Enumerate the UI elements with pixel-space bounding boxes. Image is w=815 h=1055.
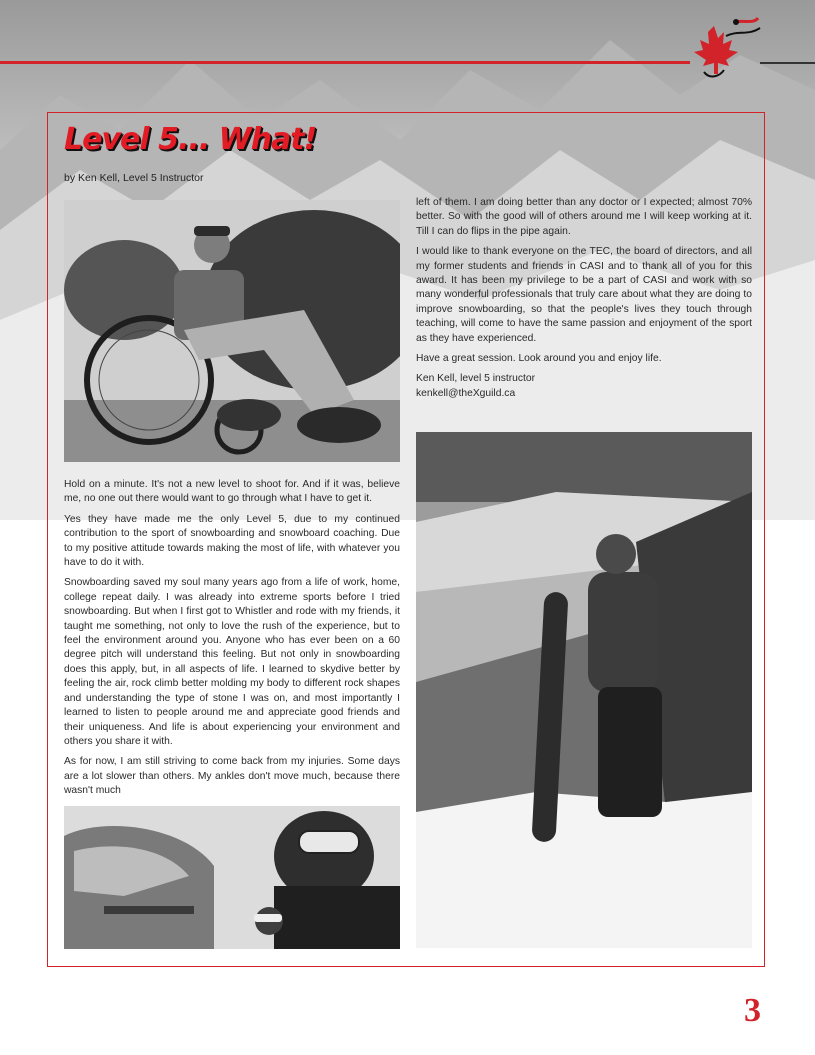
paragraph: Yes they have made me the only Level 5, due to my continued contribution to the sport of snowboarding and snowboard coaching. Due to my positive attitude towards making the most of life, with whatever you have to do it with. — [64, 513, 400, 569]
maple-leaf-logo-icon — [674, 14, 766, 84]
article-title: Level 5... What! — [64, 122, 317, 157]
paragraph: Hold on a minute. It's not a new level to shoot for. And if it was, believe me, no one out there would want to go through what I have to get it. — [64, 479, 400, 505]
signature-name: Ken Kell, level 5 instructor — [416, 373, 536, 385]
helicopter-photo — [64, 806, 400, 949]
paragraph: As for now, I am still striving to come back from my injuries. Some days are a lot slower than others. My ankles don't move much, because there wasn't much — [64, 756, 400, 797]
paragraph: Have a great session. Look around you and enjoy life. — [416, 353, 662, 365]
wheelchair-photo — [64, 200, 400, 462]
article-right-column — [416, 196, 752, 401]
paragraph: Snowboarding saved my soul many years ago from a life of work, home, college repeat daily. I was already into extreme sports before I tried snowboarding. But when I first got to Whistler and rode with my friends, it taught me something, not only to love the rush of the experience, but to feel the environment around you. Anyone who has ever been on a 60 degree pitch will understand this feeling. But not only in snowboarding does this apply, but, in all aspects of life. I learned to skydive better by feeling the air, rock climb better molding my body to different rock shapes and understanding the type of stone I was on, and most importantly I learned to listen to people around me and appreciate good friends and their uniqueness. And life is about experiencing your environment and others you share it with. — [64, 577, 400, 747]
article-byline: by Ken Kell, Level 5 Instructor — [64, 172, 204, 184]
snowboarder-photo — [416, 432, 752, 948]
signature-email[interactable]: kenkell@theXguild.ca — [416, 387, 516, 399]
article-left-column — [64, 478, 400, 805]
paragraph: I would like to thank everyone on the TEC, the board of directors, and all my former students and friends in CASI and to thank all of you for this award. It has been my privilege to be a part of CASI and work with so many wonderful professionals that truly care about what they are doing to improve snowboarding, so that the people's lives they touch through teaching, will come to have the same passion and enjoyment of the sport as they have experienced. — [416, 246, 752, 344]
paragraph: left of them. I am doing better than any doctor or I expected; almost 70% better. So with the good will of others around me I will keep working at it. Till I can do flips in the pipe again. — [416, 197, 752, 237]
page-number: 3 — [744, 992, 761, 1029]
header-rule-dark — [760, 62, 815, 64]
header-rule — [0, 61, 690, 64]
